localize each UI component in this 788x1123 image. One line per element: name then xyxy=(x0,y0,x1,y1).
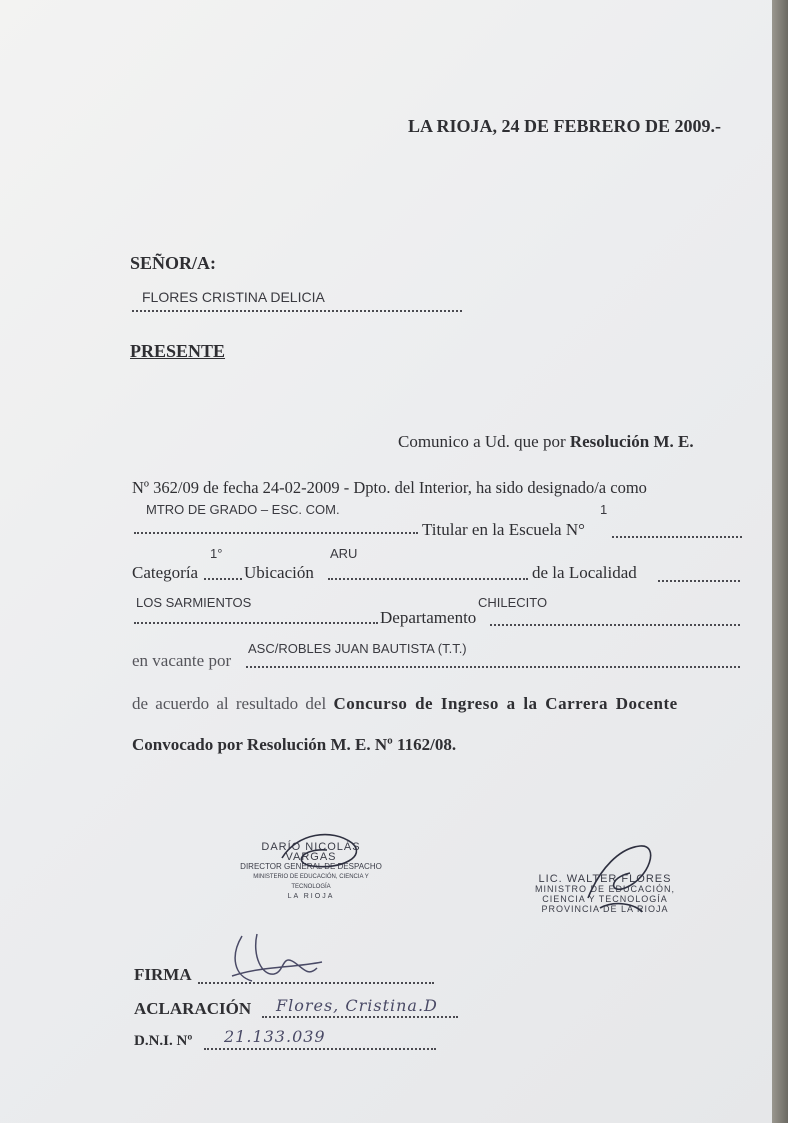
acuerdo-text: de acuerdo al resultado del xyxy=(132,694,327,713)
aclaracion-value: Flores, Cristina.D xyxy=(276,996,438,1015)
dni-dotted-line xyxy=(204,1048,436,1050)
localidad-value-dotted-line xyxy=(134,622,378,624)
convocado-line: Convocado por Resolución M. E. Nº 1162/08. xyxy=(132,735,457,754)
categoria-value: 1° xyxy=(210,546,223,561)
localidad-value: LOS SARMIENTOS xyxy=(136,595,252,610)
vacante-value: ASC/ROBLES JUAN BAUTISTA (T.T.) xyxy=(248,641,467,656)
director-stamp-place: LA RIOJA xyxy=(287,893,335,900)
ubicacion-label: Ubicación xyxy=(244,563,314,582)
departamento-dotted-line xyxy=(490,624,740,626)
body-line-1-text: Comunico a Ud. que por xyxy=(398,432,566,451)
minister-signature-icon xyxy=(580,838,670,918)
dni-value: 21.133.039 xyxy=(224,1027,326,1046)
minister-stamp-name: LIC. WALTER FLORES xyxy=(538,873,672,885)
dni-label: D.N.I. Nº xyxy=(134,1033,193,1049)
aclaracion-dotted-line xyxy=(262,1016,458,1018)
paper-edge-background xyxy=(772,0,788,1123)
cargo-value: MTRO DE GRADO – ESC. COM. xyxy=(146,502,340,517)
firma-label: FIRMA xyxy=(134,965,192,984)
presente-heading: PRESENTE xyxy=(130,341,226,361)
minister-stamp-title: MINISTRO DE EDUCACIÓN, xyxy=(534,884,675,894)
ubicacion-dotted-line xyxy=(328,578,528,580)
recipient-signature-icon xyxy=(222,926,332,996)
departamento-label: Departamento xyxy=(380,608,477,627)
aclaracion-label: ACLARACIÓN xyxy=(134,999,252,1018)
director-stamp-ministry: MINISTERIO DE EDUCACIÓN, CIENCIA Y TECNOLOGÍA xyxy=(253,874,369,890)
body-line-2: Nº 362/09 de fecha 24-02-2009 - Dpto. del Interior, ha sido designado/a como xyxy=(132,478,647,497)
titular-label: Titular en la Escuela N° xyxy=(422,520,585,539)
addressee-dotted-line xyxy=(132,310,462,312)
departamento-value: CHILECITO xyxy=(478,595,548,610)
addressee-name: FLORES CRISTINA DELICIA xyxy=(142,289,325,305)
addressee-label: SEÑOR/A: xyxy=(130,253,217,273)
vacante-dotted-line xyxy=(246,666,740,668)
date-line: LA RIOJA, 24 DE FEBRERO DE 2009.- xyxy=(408,116,722,136)
director-signature-icon xyxy=(272,828,372,878)
minister-stamp-place: PROVINCIA DE LA RIOJA xyxy=(541,904,669,914)
categoria-dotted-line xyxy=(204,578,242,580)
categoria-label: Categoría xyxy=(132,563,199,582)
cargo-dotted-line xyxy=(134,532,418,534)
escuela-value: 1 xyxy=(600,502,608,517)
localidad-label: de la Localidad xyxy=(532,563,637,582)
concurso-bold: Concurso de Ingreso a la Carrera Docente xyxy=(333,694,678,713)
acuerdo-line xyxy=(132,694,678,714)
vacante-label: en vacante por xyxy=(132,651,232,670)
escuela-dotted-line xyxy=(612,536,742,538)
ubicacion-value: ARU xyxy=(330,546,358,561)
director-stamp-name: DARÍO NICOLÁS VARGAS xyxy=(261,841,361,863)
body-line-1 xyxy=(398,432,694,452)
director-stamp-title: DIRECTOR GENERAL DE DESPACHO xyxy=(240,862,382,871)
localidad-dotted-line xyxy=(658,580,740,582)
minister-stamp-sub: CIENCIA Y TECNOLOGÍA xyxy=(542,894,668,904)
body-line-1-bold: Resolución M. E. xyxy=(569,432,694,451)
